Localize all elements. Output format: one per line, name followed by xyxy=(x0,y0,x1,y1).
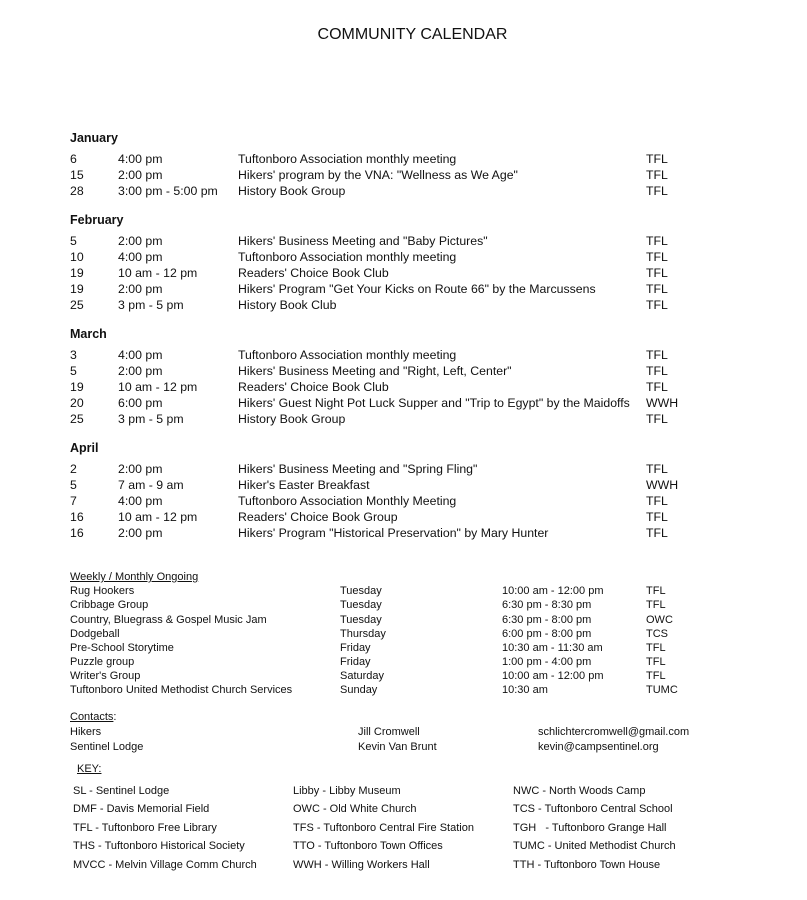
event-location: TFL xyxy=(646,526,668,540)
event-time: 2:00 pm xyxy=(118,282,163,296)
event-time: 4:00 pm xyxy=(118,250,163,264)
ongoing-name: Pre-School Storytime xyxy=(70,642,174,654)
ongoing-location: TFL xyxy=(646,585,666,597)
event-location: TFL xyxy=(646,364,668,378)
key-item: MVCC - Melvin Village Comm Church xyxy=(73,859,257,871)
event-time: 2:00 pm xyxy=(118,462,163,476)
event-location: TFL xyxy=(646,462,668,476)
key-item: THS - Tuftonboro Historical Society xyxy=(73,840,245,852)
ongoing-name: Writer's Group xyxy=(70,670,141,682)
event-location: TFL xyxy=(646,494,668,508)
event-location: TFL xyxy=(646,282,668,296)
contact-email[interactable]: schlichtercromwell@gmail.com xyxy=(538,726,690,738)
event-title: Readers' Choice Book Group xyxy=(238,510,398,524)
event-day: 7 xyxy=(70,494,77,508)
event-time: 2:00 pm xyxy=(118,526,163,540)
event-location: TFL xyxy=(646,298,668,312)
ongoing-day: Saturday xyxy=(340,670,385,682)
event-day: 5 xyxy=(70,234,77,248)
event-location: TFL xyxy=(646,412,668,426)
ongoing-time: 10:30 am xyxy=(502,684,548,696)
event-title: Hikers' Business Meeting and "Baby Pictures" xyxy=(238,234,488,248)
ongoing-name: Rug Hookers xyxy=(70,585,135,597)
event-location: TFL xyxy=(646,234,668,248)
key-item: WWH - Willing Workers Hall xyxy=(293,859,430,871)
event-day: 19 xyxy=(70,380,84,394)
event-title: Hikers' Business Meeting and "Spring Fling" xyxy=(238,462,478,476)
event-time: 2:00 pm xyxy=(118,168,163,182)
key-item: TCS - Tuftonboro Central School xyxy=(513,803,673,815)
ongoing-day: Friday xyxy=(340,656,371,668)
event-location: TFL xyxy=(646,250,668,264)
event-location: TFL xyxy=(646,168,668,182)
key-item: Libby - Libby Museum xyxy=(293,785,401,797)
key-item: TUMC - United Methodist Church xyxy=(513,840,676,852)
contact-organization: Hikers xyxy=(70,726,102,738)
ongoing-location: TFL xyxy=(646,599,666,611)
event-time: 3 pm - 5 pm xyxy=(118,298,184,312)
ongoing-time: 10:00 am - 12:00 pm xyxy=(502,585,604,597)
key-item: OWC - Old White Church xyxy=(293,803,417,815)
event-time: 4:00 pm xyxy=(118,152,163,166)
ongoing-time: 1:00 pm - 4:00 pm xyxy=(502,656,592,668)
ongoing-day: Friday xyxy=(340,642,371,654)
event-time: 7 am - 9 am xyxy=(118,478,184,492)
ongoing-day: Sunday xyxy=(340,684,378,696)
event-title: Readers' Choice Book Club xyxy=(238,380,389,394)
event-day: 28 xyxy=(70,184,84,198)
event-title: Hikers' program by the VNA: "Wellness as We Age" xyxy=(238,168,518,182)
event-title: Hikers' Business Meeting and "Right, Left, Center" xyxy=(238,364,512,378)
ongoing-day: Tuesday xyxy=(340,614,382,626)
event-day: 5 xyxy=(70,364,77,378)
event-location: TFL xyxy=(646,510,668,524)
contact-name: Kevin Van Brunt xyxy=(358,741,437,753)
event-day: 19 xyxy=(70,282,84,296)
ongoing-time: 6:30 pm - 8:00 pm xyxy=(502,614,592,626)
key-heading: KEY: xyxy=(77,763,102,775)
event-time: 4:00 pm xyxy=(118,348,163,362)
event-day: 5 xyxy=(70,478,77,492)
key-item: SL - Sentinel Lodge xyxy=(73,785,170,797)
key-item: NWC - North Woods Camp xyxy=(513,785,646,797)
event-location: TFL xyxy=(646,380,668,394)
key-item: TTH - Tuftonboro Town House xyxy=(513,859,661,871)
event-time: 2:00 pm xyxy=(118,234,163,248)
event-title: Hiker's Easter Breakfast xyxy=(238,478,370,492)
event-day: 3 xyxy=(70,348,77,362)
month-heading: January xyxy=(70,131,118,145)
ongoing-day: Tuesday xyxy=(340,599,382,611)
key-item: TFL - Tuftonboro Free Library xyxy=(73,822,217,834)
ongoing-name: Dodgeball xyxy=(70,628,120,640)
ongoing-name: Country, Bluegrass & Gospel Music Jam xyxy=(70,614,267,626)
event-location: TFL xyxy=(646,266,668,280)
page-title: COMMUNITY CALENDAR xyxy=(317,26,508,43)
ongoing-day: Thursday xyxy=(340,628,386,640)
event-title: Hikers' Program "Historical Preservation" by Mary Hunter xyxy=(238,526,549,540)
ongoing-location: OWC xyxy=(646,614,673,626)
month-heading: March xyxy=(70,327,107,341)
event-day: 10 xyxy=(70,250,84,264)
event-title: History Book Group xyxy=(238,184,346,198)
event-title: Hikers' Program "Get Your Kicks on Route 66" by the Marcussens xyxy=(238,282,596,296)
event-time: 10 am - 12 pm xyxy=(118,510,198,524)
month-heading: February xyxy=(70,213,124,227)
event-time: 2:00 pm xyxy=(118,364,163,378)
event-day: 25 xyxy=(70,412,84,426)
ongoing-name: Puzzle group xyxy=(70,656,135,668)
event-day: 25 xyxy=(70,298,84,312)
event-title: Tuftonboro Association monthly meeting xyxy=(238,250,457,264)
event-title: Tuftonboro Association Monthly Meeting xyxy=(238,494,457,508)
ongoing-time: 10:00 am - 12:00 pm xyxy=(502,670,604,682)
event-time: 4:00 pm xyxy=(118,494,163,508)
event-title: Tuftonboro Association monthly meeting xyxy=(238,152,457,166)
event-day: 6 xyxy=(70,152,77,166)
event-title: Tuftonboro Association monthly meeting xyxy=(238,348,457,362)
event-day: 16 xyxy=(70,510,84,524)
contact-email[interactable]: kevin@campsentinel.org xyxy=(538,741,659,753)
event-day: 15 xyxy=(70,168,84,182)
event-location: TFL xyxy=(646,348,668,362)
event-time: 10 am - 12 pm xyxy=(118,380,198,394)
ongoing-name: Tuftonboro United Methodist Church Services xyxy=(70,684,293,696)
event-day: 20 xyxy=(70,396,84,410)
key-item: TFS - Tuftonboro Central Fire Station xyxy=(293,822,474,834)
ongoing-location: TCS xyxy=(646,628,668,640)
key-item: TTO - Tuftonboro Town Offices xyxy=(293,840,443,852)
event-location: WWH xyxy=(646,396,679,410)
event-title: History Book Club xyxy=(238,298,337,312)
event-title: Readers' Choice Book Club xyxy=(238,266,389,280)
ongoing-heading: Weekly / Monthly Ongoing xyxy=(70,571,199,583)
event-time: 3:00 pm - 5:00 pm xyxy=(118,184,218,198)
event-location: TFL xyxy=(646,184,668,198)
ongoing-location: TFL xyxy=(646,642,666,654)
key-item: DMF - Davis Memorial Field xyxy=(73,803,210,815)
ongoing-name: Cribbage Group xyxy=(70,599,149,611)
event-location: TFL xyxy=(646,152,668,166)
event-day: 19 xyxy=(70,266,84,280)
month-heading: April xyxy=(70,441,99,455)
event-title: History Book Group xyxy=(238,412,346,426)
contacts-heading-label: Contacts xyxy=(70,711,114,723)
ongoing-time: 6:30 pm - 8:30 pm xyxy=(502,599,592,611)
contact-organization: Sentinel Lodge xyxy=(70,741,144,753)
event-day: 16 xyxy=(70,526,84,540)
contact-name: Jill Cromwell xyxy=(358,726,420,738)
event-time: 3 pm - 5 pm xyxy=(118,412,184,426)
ongoing-location: TUMC xyxy=(646,684,678,696)
event-location: WWH xyxy=(646,478,679,492)
ongoing-day: Tuesday xyxy=(340,585,382,597)
key-item: TGH - Tuftonboro Grange Hall xyxy=(513,822,667,834)
event-time: 10 am - 12 pm xyxy=(118,266,198,280)
ongoing-location: TFL xyxy=(646,670,666,682)
ongoing-location: TFL xyxy=(646,656,666,668)
event-title: Hikers' Guest Night Pot Luck Supper and "Trip to Egypt" by the Maidoffs xyxy=(238,396,630,410)
event-time: 6:00 pm xyxy=(118,396,163,410)
ongoing-time: 6:00 pm - 8:00 pm xyxy=(502,628,592,640)
ongoing-time: 10:30 am - 11:30 am xyxy=(502,642,603,654)
contacts-heading-colon: : xyxy=(113,711,117,723)
contacts-heading xyxy=(70,711,116,723)
event-day: 2 xyxy=(70,462,77,476)
